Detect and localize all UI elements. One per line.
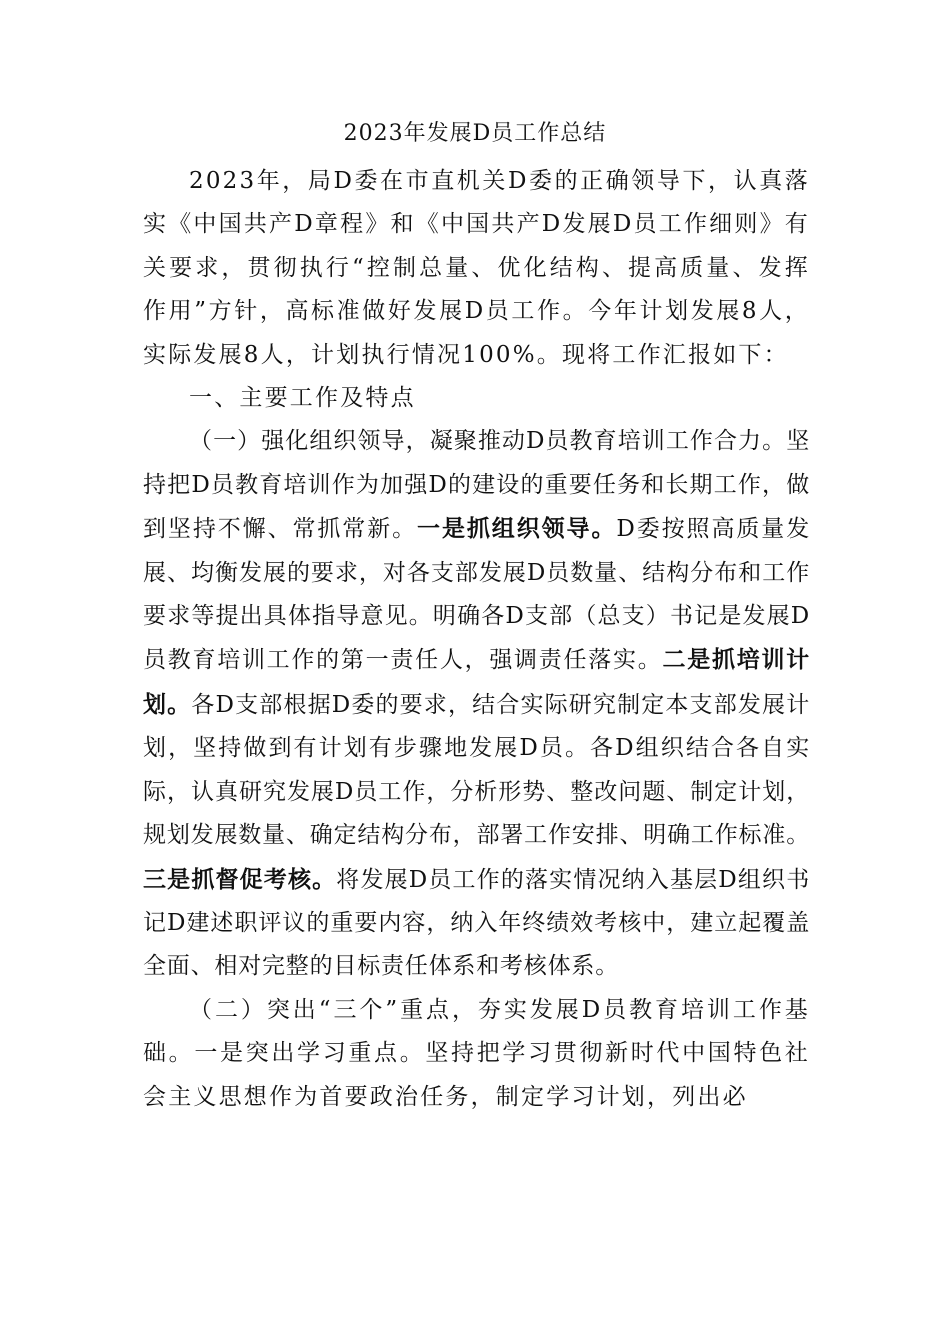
point-three-text: 将发展D员工作的落实情况纳入基层D组织书记D建述职评议的重要内容，纳入年终绩效考核中，建立起覆盖全面、相对完整的目标责任体系和考核体系。: [143, 866, 810, 980]
point-one-text: D委按照高质量发展、均衡发展的要求，对各支部发展D员数量、结构分布和工作要求等提出具体指导意见。明确各D支部（总支）书记是发展D员教育培训工作的第一责任人，强调责任落实。: [143, 516, 810, 674]
part-one-lead: （一）强化组织领导，凝聚推动D员教育培训工作合力。坚持把D员教育培训作为加强D的建设的重要任务和长期工作，做到坚持不懈、常抓常新。: [143, 428, 810, 543]
document-body: [143, 160, 810, 1119]
point-two-text: 各D支部根据D委的要求，结合实际研究制定本支部发展计划，坚持做到有计划有步骤地发展D员。各D组织结合各自实际，认真研究发展D员工作，分析形势、整改问题、制定计划，规划发展数量、确定结构分布，部署工作安排、明确工作标准。: [143, 691, 810, 849]
part-one-paragraph: [143, 420, 810, 988]
part-two-paragraph: （二）突出“三个”重点，夯实发展D员教育培训工作基础。一是突出学习重点。坚持把学习贯彻新时代中国特色社会主义思想作为首要政治任务，制定学习计划，列出必: [143, 996, 810, 1110]
section-heading: 一、主要工作及特点: [189, 385, 416, 412]
point-three-label: 三是抓督促考核。: [143, 865, 337, 893]
intro-paragraph: 2023年，局D委在市直机关D委的正确领导下，认真落实《中国共产D章程》和《中国共产D发展D员工作细则》有关要求，贯彻执行“控制总量、优化结构、提高质量、发挥作用”方针，高标准做好发展D员工作。今年计划发展8人，实际发展8人，计划执行情况100%。现将工作汇报如下：: [143, 168, 810, 368]
point-two-label: 二是抓培训计划。: [143, 646, 810, 718]
document-title: 2023年发展D员工作总结: [343, 121, 607, 146]
point-one-label: 一是抓组织领导。: [417, 515, 617, 543]
